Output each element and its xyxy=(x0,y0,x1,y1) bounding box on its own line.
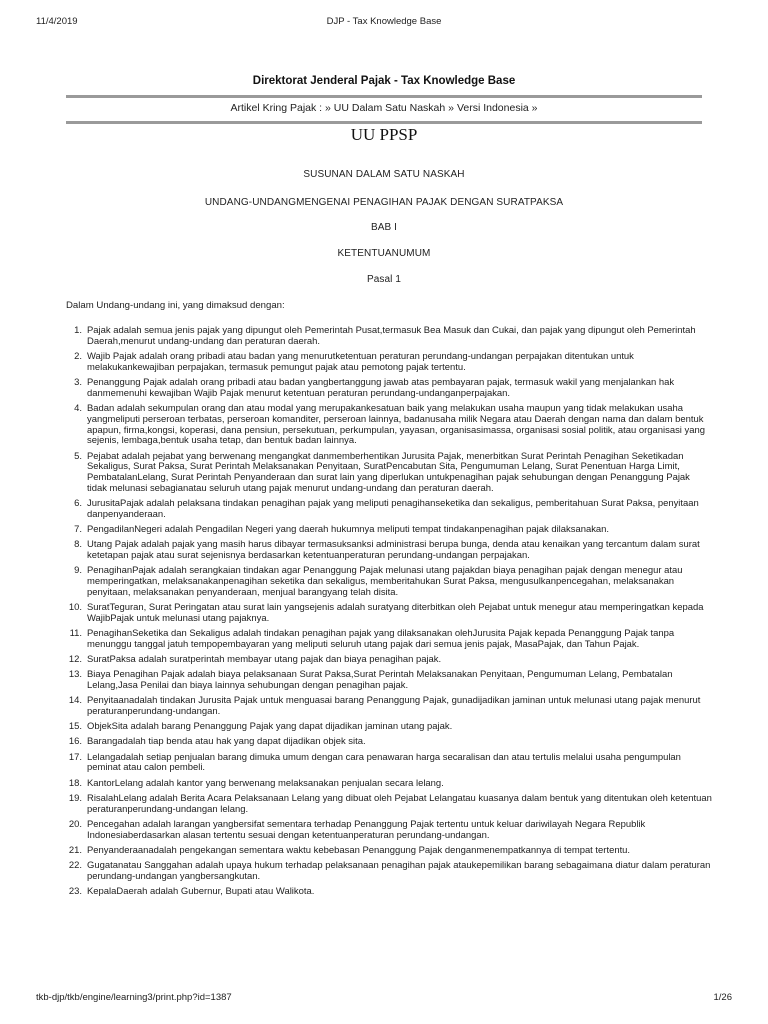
list-item-text: Lelangadalah setiap penjualan barang dimuka umum dengan cara penawaran harga secaralisan dan atau tertulis melalui usaha pengumpulan peminat atau calon pembeli. xyxy=(87,751,681,774)
list-item xyxy=(66,655,712,666)
breadcrumb-part-uu[interactable]: UU Dalam Satu Naskah xyxy=(333,102,446,114)
list-item-text: Pajak adalah semua jenis pajak yang dipungut oleh Pemerintah Pusat,termasuk Bea Masuk dan Cukai, dan pajak yang dipungut oleh Pemerintah Daerah,menurut undang-undang dan peraturan daerah. xyxy=(87,325,696,347)
list-item-number: 9. xyxy=(74,565,82,577)
list-item-number: 20. xyxy=(68,818,82,830)
list-item-number: 17. xyxy=(68,751,82,763)
breadcrumb-end: » xyxy=(528,102,538,114)
list-item xyxy=(66,629,712,651)
list-item xyxy=(66,352,712,374)
list-item-text: Utang Pajak adalah pajak yang masih harus dibayar termasuksanksi administrasi berupa bunga, denda atau kenaikan yang tercantum dalam surat ketetapan pajak atau surat sejenisnya berdasarkan ketentuanperaturan perundang-undangan perpajakan. xyxy=(87,539,700,562)
list-item-text: PenagihanSeketika dan Sekaligus adalah tindakan penagihan pajak yang dilaksanakan olehJurusita Pajak kepada Penanggung Pajak tanpa menunggu tanggal jatuh tempopembayaran yang meliputi seluruh utang pajak dari semua jenis pajak, MasaPajak, dan Tahun Pajak. xyxy=(87,628,675,650)
list-item-number: 8. xyxy=(74,539,82,551)
breadcrumb-part-artikel[interactable]: Artikel Kring Pajak : » xyxy=(230,102,334,114)
list-item xyxy=(66,566,712,598)
list-item xyxy=(66,846,712,857)
list-item xyxy=(66,670,712,692)
list-item xyxy=(66,525,712,536)
list-item-text: Gugatanatau Sanggahan adalah upaya hukum terhadap pelaksanaan penagihan pajak ataukepemilikan barang sebagaimana diatur dalam peraturan perundang-undangan yangbersangkutan. xyxy=(87,859,711,882)
chapter-number: BAB I xyxy=(370,222,398,233)
print-header xyxy=(36,16,732,30)
list-item-number: 19. xyxy=(68,792,82,804)
article-intro: Dalam Undang-undang ini, yang dimaksud dengan: xyxy=(66,300,285,311)
list-item xyxy=(66,326,712,348)
list-item-number: 1. xyxy=(74,325,82,336)
list-item-number: 5. xyxy=(74,450,82,462)
list-item-text: Penanggung Pajak adalah orang pribadi atau badan yangbertanggung jawab atas pembayaran pajak, termasuk wakil yang menjalankan hak danmemenuhi kewajiban Wajib Pajak menurut ketentuan peraturan perundang-undanganperpajakan. xyxy=(87,376,675,399)
list-item-number: 15. xyxy=(68,721,82,733)
list-item-number: 13. xyxy=(68,669,82,681)
list-item-text: Penyanderaanadalah pengekangan sementara waktu kebebasan Penanggung Pajak denganmenempatkannya di tempat tertentu. xyxy=(87,844,631,856)
list-item-number: 12. xyxy=(68,654,82,666)
print-footer xyxy=(36,992,732,1006)
article-number: Pasal 1 xyxy=(366,274,402,285)
print-page-title: DJP - Tax Knowledge Base xyxy=(326,16,442,27)
list-item xyxy=(66,404,712,447)
list-item-number: 7. xyxy=(74,524,82,536)
list-item xyxy=(66,861,712,883)
list-item-text: JurusitaPajak adalah pelaksana tindakan penagihan pajak yang meliputi penagihanseketika dan sekaligus, pemberitahuan Surat Paksa, penyitaan danpenyanderaan. xyxy=(87,498,699,520)
list-item-number: 23. xyxy=(68,885,82,897)
list-item xyxy=(66,499,712,521)
list-item xyxy=(66,722,712,733)
list-item-number: 11. xyxy=(69,628,82,640)
breadcrumb-separator: » xyxy=(445,102,457,114)
list-item-text: Biaya Penagihan Pajak adalah biaya pelaksanaan Surat Paksa,Surat Perintah Melaksanakan Penyitaan, Pengumuman Lelang, Pembatalan Lelang,Jasa Penilai dan biaya lainnya sehubungan dengan penagihan pajak. xyxy=(87,669,673,691)
list-item-number: 10. xyxy=(68,602,82,614)
list-item-text: SuratPaksa adalah suratperintah membayar utang pajak dan biaya penagihan pajak. xyxy=(87,654,442,666)
list-item xyxy=(66,779,712,790)
list-item-number: 2. xyxy=(74,350,82,362)
list-item-number: 21. xyxy=(68,844,82,856)
document-subtitle: SUSUNAN DALAM SATU NASKAH xyxy=(303,169,465,180)
breadcrumb xyxy=(66,102,702,114)
definitions-list xyxy=(66,326,712,902)
print-url: tkb-djp/tkb/engine/learning3/print.php?id=1387 xyxy=(36,992,232,1003)
list-item-text: SuratTeguran, Surat Peringatan atau surat lain yangsejenis adalah suratyang diterbitkan oleh Pejabat untuk menegur atau memperingatkan kepada WajibPajak untuk melunasi utang pajaknya. xyxy=(87,602,704,624)
list-item xyxy=(66,887,712,898)
list-item-text: RisalahLelang adalah Berita Acara Pelaksanaan Lelang yang dibuat oleh Pejabat Lelangatau kuasanya dalam bentuk yang ditentukan oleh ketentuan peraturanperundang-undangan lelang. xyxy=(87,792,712,815)
list-item xyxy=(66,696,712,718)
list-item-number: 3. xyxy=(74,376,82,388)
chapter-title: KETENTUANUMUM xyxy=(337,248,431,259)
breadcrumb-divider xyxy=(66,121,702,124)
list-item xyxy=(66,753,712,775)
list-item-text: Wajib Pajak adalah orang pribadi atau badan yang menurutketentuan peraturan perundang-undangan perpajakan ditentukan untuk melakukankewajiban perpajakan, termasuk pemungut pajak atau pemotong pajak tertentu. xyxy=(87,350,634,373)
list-item-text: Badan adalah sekumpulan orang dan atau modal yang merupakankesatuan baik yang melakukan usaha maupun yang tidak melakukan usaha yangmeliputi perseroan terbatas, perseroan komanditer, perseroan lainnya, badanusaha milik Negara atau Daerah dengan nama dan dalam bentuk apapun, firma,kongsi, koperasi, dana pensiun, persekutuan, perkumpulan, yayasan, organisasimassa, organisasi sosial politik, atau organisasi yang sejenis, lembaga,bentuk usaha tetap, dan bentuk badan lainnya. xyxy=(87,402,705,447)
list-item-number: 16. xyxy=(68,736,82,748)
list-item xyxy=(66,737,712,748)
list-item-text: Pejabat adalah pejabat yang berwenang mengangkat danmemberhentikan Jurusita Pajak, menerbitkan Surat Perintah Penagihan Seketikadan Sekaligus, Surat Paksa, Surat Perintah Melaksanakan Penyitaan, SuratPencabutan Sita, Pengumuman Lelang, Surat Penentuan Harga Limit, PembatalanLelang, Surat Perintah Penyanderaan dan surat lain yang diperlukan untukpenagihan pajak sehubungan dengan Penanggung Pajak tidak melunasi sebagianatau seluruh utang pajak menurut undang-undang dan peraturan daerah. xyxy=(87,450,690,494)
list-item xyxy=(66,603,712,625)
list-item-number: 22. xyxy=(68,859,82,871)
list-item-text: ObjekSita adalah barang Penanggung Pajak yang dapat dijadikan jaminan utang pajak. xyxy=(87,721,453,733)
list-item-text: Barangadalah tiap benda atau hak yang dapat dijadikan objek sita. xyxy=(87,736,366,748)
list-item xyxy=(66,540,712,562)
page-number: 1/26 xyxy=(713,992,732,1003)
print-date: 11/4/2019 xyxy=(36,16,78,27)
list-item-text: KepalaDaerah adalah Gubernur, Bupati atau Walikota. xyxy=(87,885,315,897)
list-item-text: Pencegahan adalah larangan yangbersifat sementara terhadap Penanggung Pajak tertentu untuk keluar dariwilayah Negara Republik Indonesiaberdasarkan alasan tertentu sesuai dengan ketentuanperaturan perundang-undangan. xyxy=(87,818,646,841)
list-item-text: KantorLelang adalah kantor yang berwenang melaksanakan penjualan secara lelang. xyxy=(87,777,444,789)
breadcrumb-part-versi[interactable]: Versi Indonesia xyxy=(456,102,529,114)
list-item-text: PengadilanNegeri adalah Pengadilan Negeri yang daerah hukumnya meliputi tempat tindakanpenagihan pajak dilaksanakan. xyxy=(87,524,610,536)
law-title: UNDANG-UNDANGMENGENAI PENAGIHAN PAJAK DENGAN SURATPAKSA xyxy=(204,197,564,208)
list-item xyxy=(66,378,712,400)
list-item xyxy=(66,452,712,495)
list-item-number: 14. xyxy=(68,695,82,707)
list-item-number: 4. xyxy=(74,402,82,414)
list-item xyxy=(66,794,712,816)
header-divider xyxy=(66,95,702,98)
list-item-number: 6. xyxy=(74,498,82,510)
site-title: Direktorat Jenderal Pajak - Tax Knowledge Base xyxy=(252,75,516,87)
document-title: UU PPSP xyxy=(350,125,418,144)
list-item-number: 18. xyxy=(68,777,82,789)
list-item-text: Penyitaanadalah tindakan Jurusita Pajak untuk menguasai barang Penanggung Pajak, gunadijadikan jaminan untuk melunasi utang pajak menurut peraturanperundang-undangan. xyxy=(87,695,701,717)
list-item xyxy=(66,820,712,842)
list-item-text: PenagihanPajak adalah serangkaian tindakan agar Penanggung Pajak melunasi utang pajakdan biaya penagihan pajak dengan menegur atau memperingatkan, melaksanakanpenagihan seketika dan sekaligus, memberitahukan Surat Paksa, mengusulkanpencegahan, melaksanakan penyitaan, melaksanakan penyanderaan, menjual barangyang telah disita. xyxy=(87,565,683,598)
